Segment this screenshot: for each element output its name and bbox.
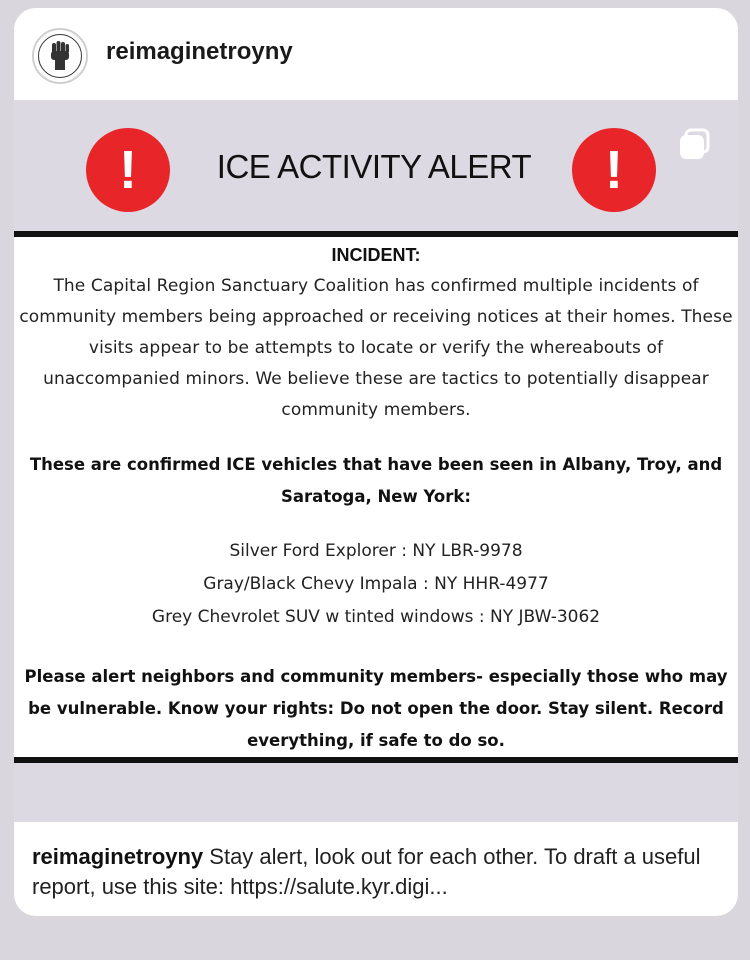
multiple-images-icon [678, 128, 712, 162]
avatar[interactable] [32, 28, 88, 84]
post-image [14, 100, 738, 822]
post-caption [32, 842, 722, 902]
exclamation-icon [86, 128, 170, 212]
raised-fist-logo-icon [38, 34, 82, 78]
instagram-post-card [14, 8, 738, 916]
vehicle-list [14, 535, 738, 634]
post-header [14, 8, 738, 100]
incident-label: INCIDENT: [331, 245, 421, 265]
caption-text: Stay alert, look out for each other. To draft a useful report, use this site: https://salute.kyr.digi... [32, 844, 701, 899]
vehicle-item: Gray/Black Chevy Impala : NY HHR-4977 [203, 574, 549, 594]
alert-title: ICE ACTIVITY ALERT [216, 148, 532, 185]
alert-content [14, 231, 738, 763]
exclamation-symbol: ! [605, 140, 623, 200]
warning-text: Please alert neighbors and community members- especially those who may be vulnerable. Know your rights: Do not open the door. Stay silent. Record everything, if safe to do so. [24, 667, 728, 750]
caption-username[interactable]: reimaginetroyny [32, 844, 204, 869]
vehicle-item: Silver Ford Explorer : NY LBR-9978 [229, 541, 523, 561]
exclamation-symbol: ! [119, 140, 137, 200]
alert-banner [14, 100, 738, 212]
username[interactable]: reimaginetroyny [106, 38, 293, 65]
exclamation-icon [572, 128, 656, 212]
vehicle-item: Grey Chevrolet SUV w tinted windows : NY JBW-3062 [151, 607, 601, 627]
incident-text: The Capital Region Sanctuary Coalition has confirmed multiple incidents of community members being approached or receiving notices at their homes. These visits appear to be attempts to locate or verify the whereabouts of unaccompanied minors. We believe these are tactics to potentially disappear community members. [19, 276, 733, 420]
vehicles-heading: These are confirmed ICE vehicles that have been seen in Albany, Troy, and Saratoga, New York: [29, 455, 723, 506]
